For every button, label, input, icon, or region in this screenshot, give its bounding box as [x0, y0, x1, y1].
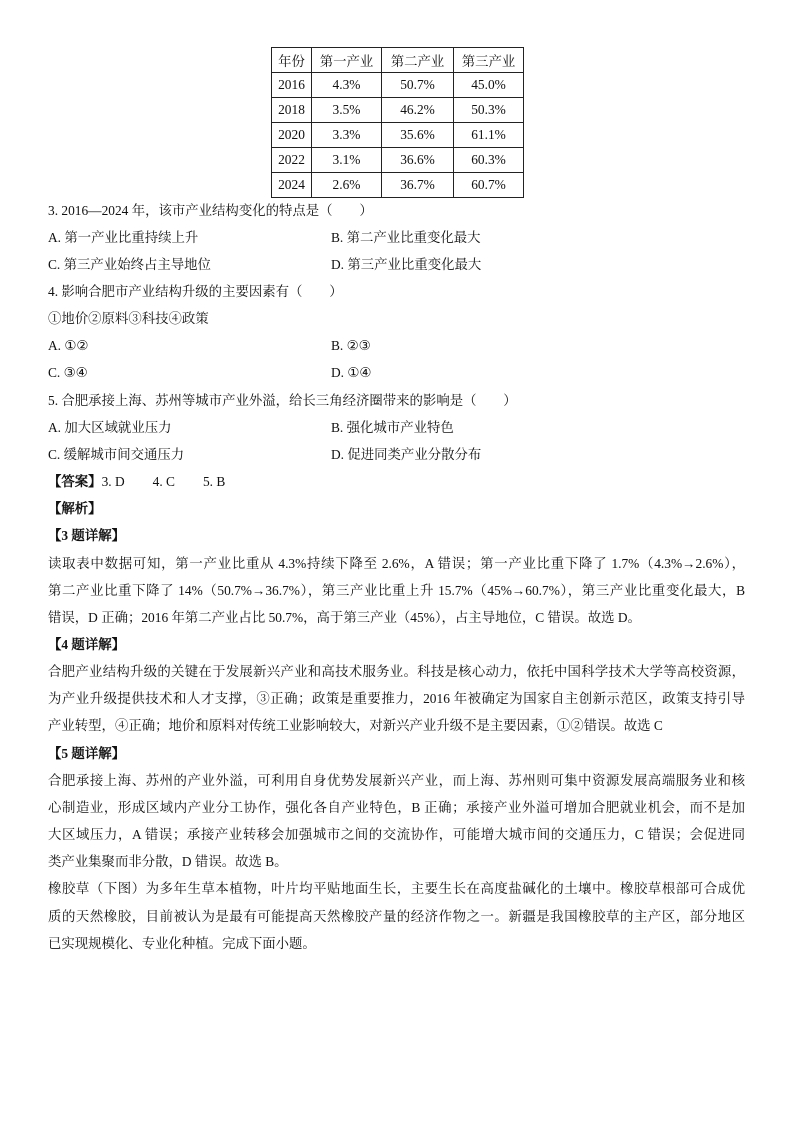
table-cell: 36.6% [382, 148, 454, 173]
analysis-q4-line: 为产业升级提供技术和人才支撑，③正确；政策是重要推力，2016 年被确定为国家自主创新示范区，政策支持引导 [48, 691, 745, 707]
question-4-options-row-1 [48, 332, 745, 359]
analysis-q4-line: 合肥产业结构升级的关键在于发展新兴产业和高技术服务业。科技是核心动力，依托中国科学技术大学等高校资源， [48, 664, 745, 680]
analysis-q5-line: 合肥承接上海、苏州的产业外溢，可利用自身优势发展新兴产业，而上海、苏州则可集中资源发展高端服务业和核 [48, 772, 745, 788]
table-row [272, 123, 524, 148]
analysis-q3-line: 读取表中数据可知，第一产业比重从 4.3%持续下降至 2.6%，A 错误；第一产业比重下降了 1.7%（4.3%→2.6%）， [48, 555, 745, 571]
analysis-q4-line: 产业转型，④正确；地价和原料对传统工业影响较大，对新兴产业升级不是主要因素，①②错误。故选 C [48, 718, 663, 734]
answer-item: 5. B [202, 474, 226, 490]
table-cell: 60.3% [454, 148, 524, 173]
analysis-q5-line: 心制造业，形成区域内产业分工协作，强化各自产业特色，B 正确；承接产业外溢可增加合肥就业机会，而不是加 [48, 799, 745, 815]
table-cell: 46.2% [382, 98, 454, 123]
table-cell: 2018 [272, 98, 312, 123]
question-5-option-d: D. 促进同类产业分散分布 [331, 446, 482, 462]
question-3-option-a: A. 第一产业比重持续上升 [48, 229, 199, 245]
question-4-option-c: C. ③④ [48, 365, 88, 381]
question-3-stem: 3. 2016—2024 年，该市产业结构变化的特点是（ ） [48, 202, 373, 218]
table-header-secondary: 第二产业 [382, 48, 454, 73]
material-line: 质的天然橡胶，目前被认为是最有可能提高天然橡胶产量的经济作物之一。新疆是我国橡胶草的主产区，部分地区 [48, 908, 745, 924]
table-cell: 2020 [272, 123, 312, 148]
analysis-q5-line: 类产业集聚而非分散，D 错误。故选 B。 [48, 854, 288, 870]
question-5-option-c: C. 缓解城市间交通压力 [48, 446, 185, 462]
material-line: 橡胶草（下图）为多年生草本植物，叶片均平贴地面生长，主要生长在高度盐碱化的土壤中。橡胶草根部可合成优 [48, 881, 745, 897]
table-cell: 2022 [272, 148, 312, 173]
question-5-stem: 5. 合肥承接上海、苏州等城市产业外溢，给长三角经济圈带来的影响是（ ） [48, 392, 517, 408]
table-cell: 36.7% [382, 173, 454, 198]
question-3-options-row-2 [48, 251, 745, 278]
answer-label: 【答案】 [48, 474, 102, 490]
question-5-options-row-1 [48, 414, 745, 441]
table-cell: 60.7% [454, 173, 524, 198]
analysis-q3-line: 错误，D 正确；2016 年第二产业占比 50.7%，高于第三产业（45%），占主导地位，C 错误。故选 D。 [48, 609, 641, 625]
document-body [48, 197, 745, 957]
table-header-tertiary: 第三产业 [454, 48, 524, 73]
answer-line [48, 468, 745, 495]
table-cell: 4.3% [312, 73, 382, 98]
answer-item: 4. C [152, 474, 175, 490]
analysis-q3-line: 第二产业比重下降了 14%（50.7%→36.7%），第三产业比重上升 15.7%（45%→60.7%），第三产业比重变化最大，B [48, 582, 745, 598]
table-cell: 3.5% [312, 98, 382, 123]
question-4-option-a: A. ①② [48, 338, 89, 354]
table-row [272, 148, 524, 173]
table-row [272, 98, 524, 123]
table-header-year: 年份 [272, 48, 312, 73]
material-line: 已实现规模化、专业化种植。完成下面小题。 [48, 935, 316, 951]
table-cell: 50.7% [382, 73, 454, 98]
table-header-row [272, 48, 524, 73]
analysis-q4-label: 【4 题详解】 [48, 637, 125, 652]
question-4-options-row-2 [48, 359, 745, 386]
answer-item: 3. D [101, 474, 125, 490]
question-4-option-d: D. ①④ [331, 365, 372, 381]
industry-structure-table [271, 47, 524, 198]
analysis-q5-line: 大区域压力，A 错误；承接产业转移会加强城市之间的交流协作，可能增大城市间的交通压力，C 错误；会促进同 [48, 827, 745, 843]
question-5-option-b: B. 强化城市产业特色 [331, 419, 454, 435]
table-cell: 61.1% [454, 123, 524, 148]
table-cell: 2016 [272, 73, 312, 98]
question-4-factors: ①地价②原料③科技④政策 [48, 311, 209, 327]
table-cell: 3.3% [312, 123, 382, 148]
question-4-option-b: B. ②③ [331, 338, 371, 354]
table-header-primary: 第一产业 [312, 48, 382, 73]
question-3-option-b: B. 第二产业比重变化最大 [331, 229, 481, 245]
table-cell: 2.6% [312, 173, 382, 198]
question-3-option-d: D. 第三产业比重变化最大 [331, 256, 482, 272]
table-cell: 3.1% [312, 148, 382, 173]
question-3-options-row-1 [48, 224, 745, 251]
analysis-q3-label: 【3 题详解】 [48, 528, 125, 544]
table-cell: 45.0% [454, 73, 524, 98]
question-5-option-a: A. 加大区域就业压力 [48, 419, 172, 435]
question-3-option-c: C. 第三产业始终占主导地位 [48, 256, 211, 272]
analysis-label: 【解析】 [48, 501, 102, 517]
table-cell: 50.3% [454, 98, 524, 123]
question-4-stem: 4. 影响合肥市产业结构升级的主要因素有（ ） [48, 283, 343, 299]
question-5-options-row-2 [48, 441, 745, 468]
table-row [272, 173, 524, 198]
table-row [272, 73, 524, 98]
table-cell: 35.6% [382, 123, 454, 148]
table-cell: 2024 [272, 173, 312, 198]
analysis-q5-label: 【5 题详解】 [48, 745, 125, 761]
